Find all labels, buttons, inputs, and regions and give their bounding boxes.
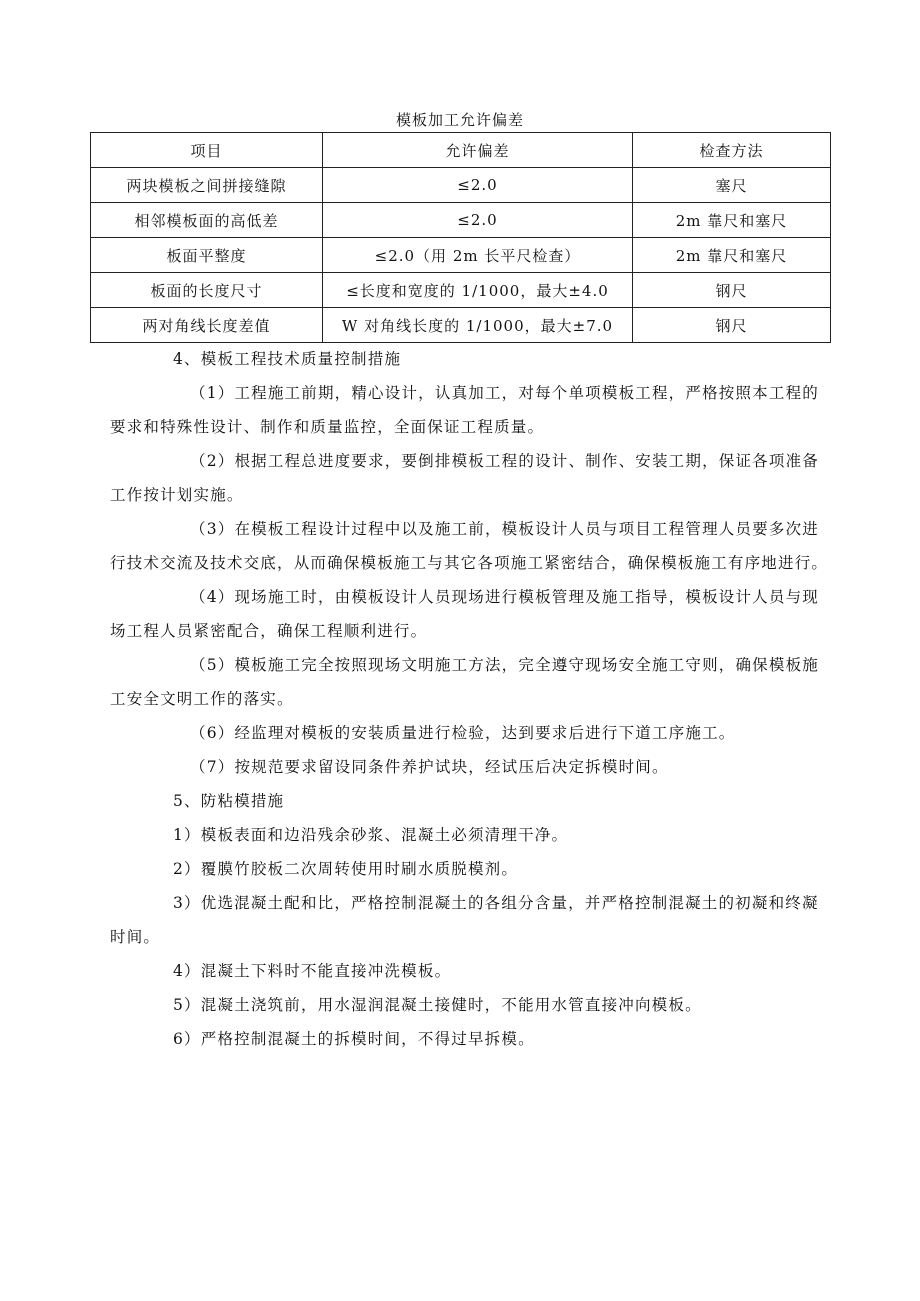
table-cell: 两对角线长度差值 — [91, 308, 323, 343]
paragraph: （2）根据工程总进度要求，要倒排模板工程的设计、制作、安装工期，保证各项准备工作按计划实施。 — [110, 452, 819, 504]
paragraph: （7）按规范要求留设同条件养护试块，经试压后决定拆模时间。 — [190, 758, 669, 776]
table-row — [91, 168, 831, 203]
paragraph: （1）工程施工前期，精心设计，认真加工，对每个单项模板工程，严格按照本工程的要求和特殊性设计、制作和质量监控，全面保证工程质量。 — [110, 384, 819, 436]
section-heading: 5、防粘模措施 — [173, 792, 285, 810]
table-cell: ≤2.0（用 2m 长平尺检查） — [323, 238, 633, 273]
table-cell: ≤长度和宽度的 1/1000，最大±4.0 — [323, 273, 633, 308]
table-caption: 模板加工允许偏差 — [395, 111, 524, 129]
paragraph: （6）经监理对模板的安装质量进行检验，达到要求后进行下道工序施工。 — [190, 724, 736, 742]
table-cell: 钢尺 — [633, 273, 831, 308]
table-cell: 板面平整度 — [91, 238, 323, 273]
body-text — [110, 342, 830, 1056]
list-item: 1）模板表面和边沿残余砂浆、混凝土必须清理干净。 — [173, 826, 569, 844]
list-item: 6）严格控制混凝土的拆模时间，不得过早拆模。 — [173, 1030, 535, 1048]
list-item: 2）覆膜竹胶板二次周转使用时刷水质脱模剂。 — [173, 860, 519, 878]
paragraph: （5）模板施工完全按照现场文明施工方法，完全遵守现场安全施工守则，确保模板施工安全文明工作的落实。 — [110, 656, 819, 708]
table-header-cell: 允许偏差 — [323, 133, 633, 168]
table-row — [91, 203, 831, 238]
table-row — [91, 308, 831, 343]
section-heading: 4、模板工程技术质量控制措施 — [173, 350, 402, 368]
table-cell: ≤2.0 — [323, 203, 633, 238]
table-cell: 2m 靠尺和塞尺 — [633, 238, 831, 273]
table-row — [91, 273, 831, 308]
table-cell: 钢尺 — [633, 308, 831, 343]
table-cell: W 对角线长度的 1/1000，最大±7.0 — [323, 308, 633, 343]
paragraph: （3）在模板工程设计过程中以及施工前，模板设计人员与项目工程管理人员要多次进行技术交流及技术交底，从而确保模板施工与其它各项施工紧密结合，确保模板施工有序地进行。 — [110, 520, 829, 572]
table-cell: 2m 靠尺和塞尺 — [633, 203, 831, 238]
table-cell: 相邻模板面的高低差 — [91, 203, 323, 238]
list-item: 4）混凝土下料时不能直接冲洗模板。 — [173, 962, 452, 980]
table-cell: ≤2.0 — [323, 168, 633, 203]
table-row — [91, 238, 831, 273]
list-item: 5）混凝土浇筑前，用水湿润混凝土接健时，不能用水管直接冲向模板。 — [173, 996, 702, 1014]
list-item: 3）优选混凝土配和比，严格控制混凝土的各组分含量，并严格控制混凝土的初凝和终凝时间。 — [110, 894, 819, 946]
table-cell: 两块模板之间拼接缝隙 — [91, 168, 323, 203]
table-header-row — [91, 133, 831, 168]
table-header-cell: 检查方法 — [633, 133, 831, 168]
table-header-cell: 项目 — [91, 133, 323, 168]
paragraph: （4）现场施工时，由模板设计人员现场进行模板管理及施工指导，模板设计人员与现场工程人员紧密配合，确保工程顺利进行。 — [110, 588, 819, 640]
table-cell: 塞尺 — [633, 168, 831, 203]
table-cell: 板面的长度尺寸 — [91, 273, 323, 308]
tolerance-table — [90, 132, 831, 343]
